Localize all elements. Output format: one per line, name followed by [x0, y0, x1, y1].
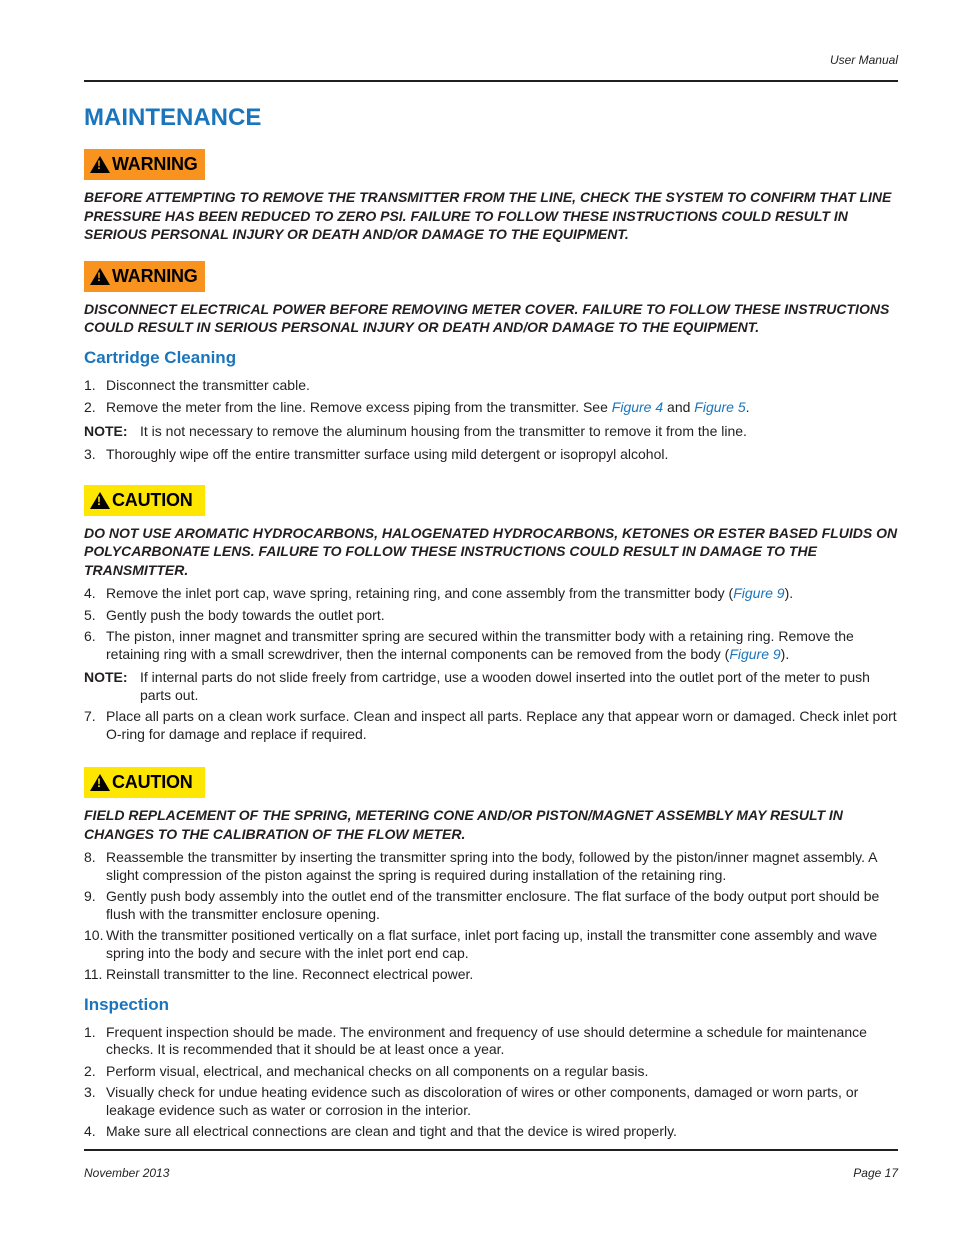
list-number: 2. — [84, 399, 96, 415]
list-item — [84, 1084, 898, 1119]
note-text: It is not necessary to remove the aluminum housing from the transmitter to remove it from the line. — [140, 422, 747, 439]
footer-date: November 2013 — [84, 1166, 170, 1180]
list-text: and — [663, 399, 695, 415]
warning-badge — [84, 261, 205, 292]
header-doc-type: User Manual — [829, 53, 898, 67]
list-item — [84, 446, 898, 464]
list-text: Remove the meter from the line. Remove excess piping from the transmitter. See — [106, 399, 612, 415]
figure-9-link[interactable]: Figure 9 — [729, 645, 781, 662]
list-number: 4. — [84, 585, 96, 601]
caution-text: DO NOT USE AROMATIC HYDROCARBONS, HALOGENATED HYDROCARBONS, KETONES OR ESTER BASED FLUIDS ON POLYCARBONATE LENS. FAILURE TO FOLLOW THESE INSTRUCTIONS COULD RESULT IN DAMAGE TO THE TRANSMITTER. — [84, 524, 898, 578]
list-text: Perform visual, electrical, and mechanical checks on all components on a regular basis. — [106, 1062, 649, 1079]
header-rule — [84, 80, 898, 82]
page-title: MAINTENANCE — [84, 104, 262, 131]
list-item — [84, 628, 898, 663]
note — [84, 423, 898, 441]
list-text: Frequent inspection should be made. The environment and frequency of use should determine a schedule for maintenance checks. It is recommended that it should be at least once a year. — [106, 1023, 867, 1057]
list-number: 5. — [84, 606, 96, 623]
warning-text: BEFORE ATTEMPTING TO REMOVE THE TRANSMITTER FROM THE LINE, CHECK THE SYSTEM TO CONFIRM THAT LINE PRESSURE HAS BEEN REDUCED TO ZERO PSI. FAILURE TO FOLLOW THESE INSTRUCTIONS COULD RESULT IN SERIOUS PERSONAL INJURY OR DEATH AND/OR DAMAGE TO THE EQUIPMENT. — [84, 189, 892, 242]
warning-badge-label: WARNING — [112, 154, 198, 174]
list-number: 1. — [84, 1023, 96, 1040]
list-text: Place all parts on a clean work surface. Clean and inspect all parts. Replace any that appear worn or damaged. Check inlet port O-ring for damage and replace if required. — [106, 708, 897, 742]
list-text: Gently push the body towards the outlet port. — [106, 606, 385, 623]
list-text: . — [745, 399, 750, 415]
list-number: 9. — [84, 888, 96, 904]
list-item — [84, 888, 898, 923]
caution-badge-label: CAUTION — [112, 772, 193, 792]
note — [84, 669, 898, 704]
list-item — [84, 1024, 898, 1059]
warning-triangle-icon — [90, 268, 110, 285]
list-text: Reassemble the transmitter by inserting the transmitter spring into the body, followed by the piston/inner magnet assembly. A slight compression of the piston against the spring is required during installation of the retaining ring. — [106, 849, 877, 883]
list-number: 2. — [84, 1062, 96, 1079]
list-item — [84, 927, 898, 962]
list-number: 8. — [84, 849, 96, 865]
figure-9-link[interactable]: Figure 9 — [733, 585, 785, 601]
list-item — [84, 708, 898, 743]
list-item — [84, 585, 898, 603]
list-number: 4. — [84, 1123, 96, 1139]
list-text: Disconnect the transmitter cable. — [106, 376, 310, 393]
warning-triangle-icon — [90, 156, 110, 173]
list-text: Make sure all electrical connections are clean and tight and that the device is wired properly. — [106, 1123, 677, 1139]
list-item — [84, 1123, 898, 1141]
list-text: ). — [780, 645, 790, 662]
section-heading-cartridge-cleaning: Cartridge Cleaning — [84, 347, 237, 367]
list-number: 7. — [84, 708, 96, 724]
figure-5-link[interactable]: Figure 5 — [694, 399, 746, 415]
list-text: Visually check for undue heating evidence such as discoloration of wires or other components, damaged or worn parts, or leakage evidence such as water or corrosion in the interior. — [106, 1084, 859, 1118]
warning-badge-label: WARNING — [112, 265, 198, 286]
note-label: NOTE: — [84, 669, 128, 685]
caution-badge-label: CAUTION — [112, 489, 193, 510]
list-text: Reinstall transmitter to the line. Reconnect electrical power. — [106, 966, 474, 982]
list-item — [84, 1063, 898, 1081]
footer-rule — [84, 1149, 898, 1151]
caution-triangle-icon — [90, 492, 110, 509]
list-text: The piston, inner magnet and transmitter spring are secured within the transmitter body with a retaining ring. Remove the retaining ring with a small screwdriver, then the internal components can be removed from the body ( — [106, 628, 854, 662]
list-text: ). — [784, 585, 794, 601]
document-page — [84, 0, 898, 1235]
figure-4-link[interactable]: Figure 4 — [611, 399, 664, 415]
caution-triangle-icon — [90, 774, 110, 791]
list-item — [84, 966, 898, 984]
section-heading-inspection: Inspection — [84, 994, 170, 1014]
list-item — [84, 607, 898, 625]
caution-badge — [84, 767, 205, 798]
list-item — [84, 849, 898, 884]
list-number: 11. — [84, 966, 103, 982]
list-text: Gently push body assembly into the outlet end of the transmitter enclosure. The flat surface of the body output port should be flush with the transmitter enclosure opening. — [106, 888, 880, 922]
list-item — [84, 377, 898, 395]
caution-badge — [84, 485, 205, 516]
content — [84, 149, 898, 1141]
note-label: NOTE: — [84, 422, 128, 439]
caution-text: FIELD REPLACEMENT OF THE SPRING, METERING CONE AND/OR PISTON/MAGNET ASSEMBLY MAY RESULT IN CHANGES TO THE CALIBRATION OF THE FLOW METER. — [84, 807, 843, 842]
warning-badge — [84, 149, 205, 180]
list-number: 3. — [84, 446, 96, 462]
list-text: With the transmitter positioned vertically on a flat surface, inlet port facing up, install the transmitter cone assembly and wave spring into the body and secure with the inlet port end cap. — [106, 927, 878, 961]
list-number: 6. — [84, 628, 96, 644]
list-number: 3. — [84, 1084, 96, 1100]
list-number: 1. — [84, 376, 96, 393]
list-text: Thoroughly wipe off the entire transmitter surface using mild detergent or isopropyl alcohol. — [106, 446, 669, 462]
list-text: Remove the inlet port cap, wave spring, retaining ring, and cone assembly from the transmitter body ( — [106, 585, 734, 601]
warning-text: DISCONNECT ELECTRICAL POWER BEFORE REMOVING METER COVER. FAILURE TO FOLLOW THESE INSTRUCTIONS COULD RESULT IN SERIOUS PERSONAL INJURY OR DEATH AND/OR DAMAGE TO THE EQUIPMENT. — [84, 300, 890, 335]
note-text: If internal parts do not slide freely from cartridge, use a wooden dowel inserted into the outlet port of the meter to push parts out. — [140, 669, 870, 703]
footer-page-number: Page 17 — [853, 1166, 898, 1180]
list-item — [84, 399, 898, 417]
list-number: 10. — [84, 927, 104, 943]
